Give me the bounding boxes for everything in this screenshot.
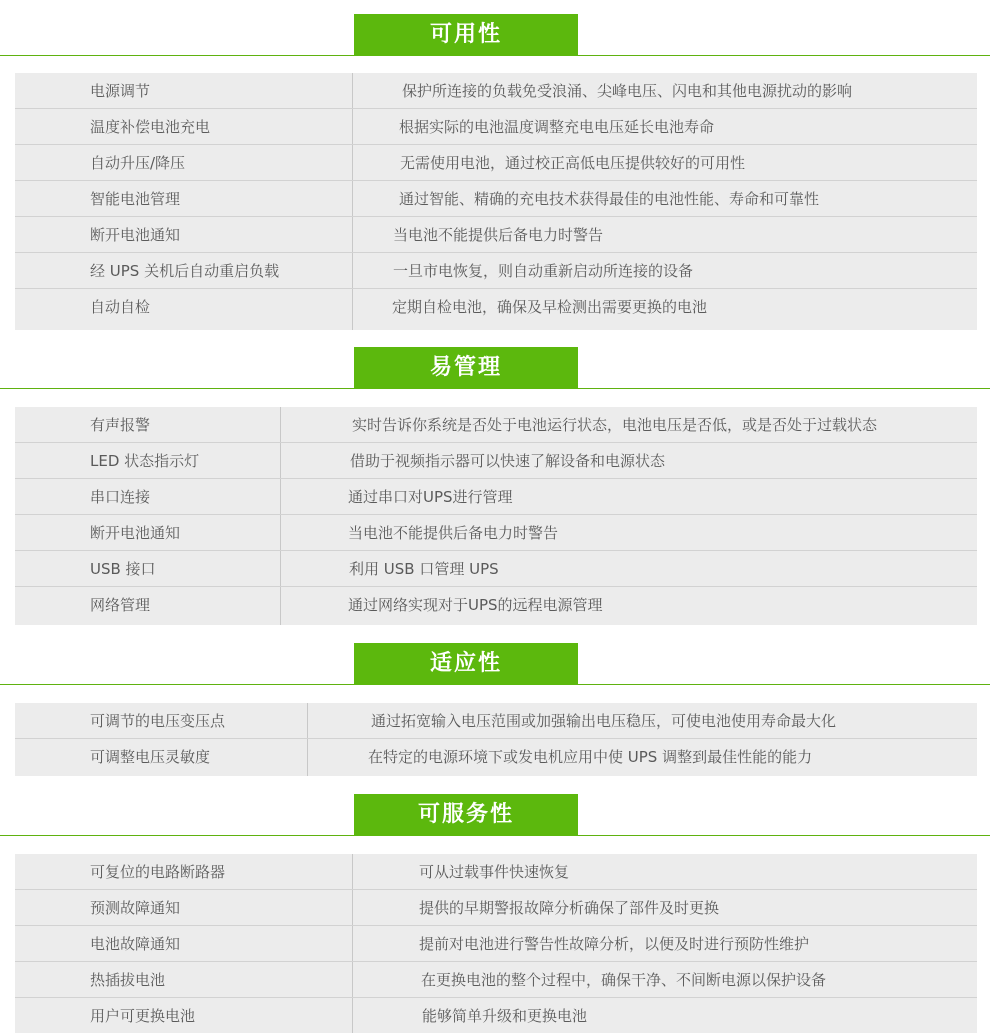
feature-description: 提前对电池进行警告性故障分析，以便及时进行预防性维护 [419, 935, 810, 953]
feature-label: 可复位的电路断路器 [90, 863, 226, 881]
table-row [15, 145, 977, 181]
feature-label: 自动升压/降压 [90, 154, 186, 172]
feature-description: 借助于视频指示器可以快速了解设备和电源状态 [350, 452, 666, 470]
feature-label: 可调节的电压变压点 [90, 712, 226, 730]
table-row [15, 289, 977, 325]
feature-description: 可从过载事件快速恢复 [419, 863, 570, 881]
table-row [15, 515, 977, 551]
feature-description: 当电池不能提供后备电力时警告 [348, 524, 559, 542]
feature-label: 预测故障通知 [90, 899, 181, 917]
table-row [15, 479, 977, 515]
feature-description: 无需使用电池，通过校正高低电压提供较好的可用性 [400, 154, 746, 172]
section-title: 易管理 [354, 347, 578, 389]
feature-description: 利用 USB 口管理 UPS [349, 560, 499, 578]
feature-label: 用户可更换电池 [90, 1007, 196, 1025]
feature-description: 在更换电池的整个过程中，确保干净、不间断电源以保护设备 [421, 971, 827, 989]
table-row [15, 890, 977, 926]
feature-label: LED 状态指示灯 [90, 452, 200, 470]
section-header-availability [0, 14, 990, 56]
feature-description: 根据实际的电池温度调整充电电压延长电池寿命 [399, 118, 715, 136]
feature-label: 经 UPS 关机后自动重启负载 [90, 262, 280, 280]
feature-label: 智能电池管理 [90, 190, 181, 208]
section-header-manageability [0, 347, 990, 389]
feature-label: 电池故障通知 [90, 935, 181, 953]
section-header-adaptability [0, 643, 990, 685]
feature-label: USB 接口 [90, 560, 156, 578]
table-row [15, 181, 977, 217]
adaptability-table [15, 703, 977, 776]
feature-label: 串口连接 [90, 488, 151, 506]
table-row [15, 703, 977, 739]
table-row [15, 217, 977, 253]
feature-description: 通过拓宽输入电压范围或加强输出电压稳压，可使电池使用寿命最大化 [371, 712, 837, 730]
feature-description: 实时告诉你系统是否处于电池运行状态，电池电压是否低，或是否处于过载状态 [352, 416, 878, 434]
feature-description: 当电池不能提供后备电力时警告 [393, 226, 604, 244]
section-title: 适应性 [354, 643, 578, 685]
feature-description: 通过串口对UPS进行管理 [348, 488, 513, 506]
section-title: 可用性 [354, 14, 578, 56]
section-header-serviceability [0, 794, 990, 836]
table-row [15, 587, 977, 623]
feature-description: 提供的早期警报故障分析确保了部件及时更换 [419, 899, 720, 917]
table-row [15, 926, 977, 962]
feature-label: 电源调节 [90, 82, 151, 100]
feature-description: 保护所连接的负载免受浪涌、尖峰电压、闪电和其他电源扰动的影响 [402, 82, 853, 100]
feature-description: 能够简单升级和更换电池 [422, 1007, 588, 1025]
table-row [15, 109, 977, 145]
table-row [15, 443, 977, 479]
feature-label: 热插拔电池 [90, 971, 166, 989]
table-row [15, 253, 977, 289]
table-row [15, 998, 977, 1034]
feature-label: 自动自检 [90, 298, 151, 316]
feature-label: 温度补偿电池充电 [90, 118, 211, 136]
feature-description: 一旦市电恢复，则自动重新启动所连接的设备 [393, 262, 694, 280]
feature-label: 网络管理 [90, 596, 151, 614]
table-row [15, 551, 977, 587]
availability-table [15, 73, 977, 330]
feature-description: 通过智能、精确的充电技术获得最佳的电池性能、寿命和可靠性 [399, 190, 820, 208]
feature-label: 有声报警 [90, 416, 151, 434]
manageability-table [15, 407, 977, 625]
feature-label: 断开电池通知 [90, 524, 181, 542]
section-title: 可服务性 [354, 794, 578, 836]
feature-label: 断开电池通知 [90, 226, 181, 244]
feature-description: 定期自检电池，确保及早检测出需要更换的电池 [392, 298, 708, 316]
table-row [15, 73, 977, 109]
feature-description: 在特定的电源环境下或发电机应用中使 UPS 调整到最佳性能的能力 [368, 748, 813, 766]
table-row [15, 407, 977, 443]
table-row [15, 854, 977, 890]
feature-description: 通过网络实现对于UPS的远程电源管理 [348, 596, 603, 614]
table-row [15, 962, 977, 998]
serviceability-table [15, 854, 977, 1033]
feature-label: 可调整电压灵敏度 [90, 748, 211, 766]
table-row [15, 739, 977, 775]
